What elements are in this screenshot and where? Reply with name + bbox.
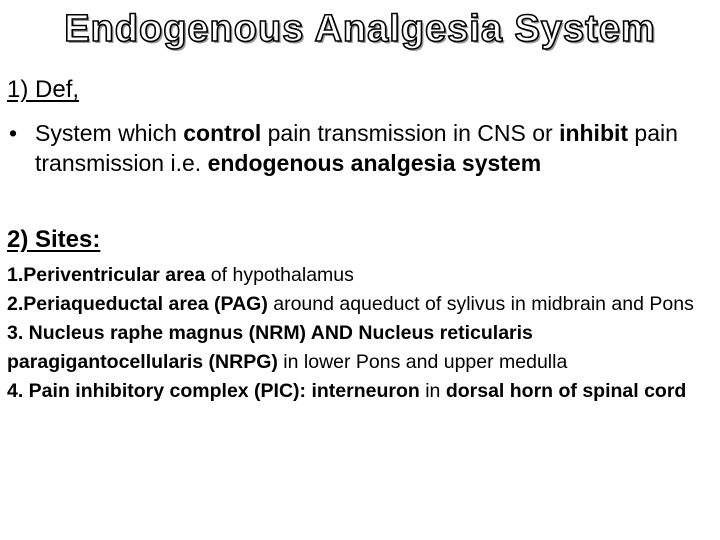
definition-bullet (9, 118, 714, 178)
text-run-bold: 2.Periaqueductal area (PAG) (7, 293, 268, 315)
text-run: in lower Pons and upper medulla (277, 351, 568, 373)
sites-list (7, 261, 717, 406)
text-run-bold: 4. Pain inhibitory complex (PIC): interneuron (7, 380, 420, 402)
slide-title: Endogenous Analgesia System (64, 8, 656, 50)
list-item (7, 290, 717, 319)
text-run: around aqueduct of sylivus in midbrain and Pons (267, 293, 694, 315)
text-run: pain transmission in CNS or (261, 120, 560, 146)
bullet-icon: • (9, 120, 18, 146)
text-run-bold: inhibit (559, 120, 629, 146)
text-run: of hypothalamus (205, 264, 354, 286)
text-run-bold: control (183, 120, 262, 146)
definition-text (9, 118, 714, 178)
list-item (7, 261, 717, 290)
section-heading-sites: 2) Sites: (7, 226, 101, 253)
text-run: in (419, 380, 446, 402)
text-run-bold: 3. Nucleus raphe magnus (NRM) AND Nucleus reticularis paragigantocellularis (NRPG) (7, 322, 533, 373)
list-item (7, 377, 717, 406)
list-item (7, 319, 717, 377)
text-run-bold: dorsal horn of spinal cord (445, 380, 687, 402)
section-heading-definition: 1) Def, (7, 76, 80, 103)
text-run-bold: endogenous analgesia system (207, 150, 542, 176)
text-run: System which (35, 120, 184, 146)
text-run-bold: 1.Periventricular area (7, 264, 206, 286)
text-run: pain transmission i.e. (35, 120, 678, 176)
